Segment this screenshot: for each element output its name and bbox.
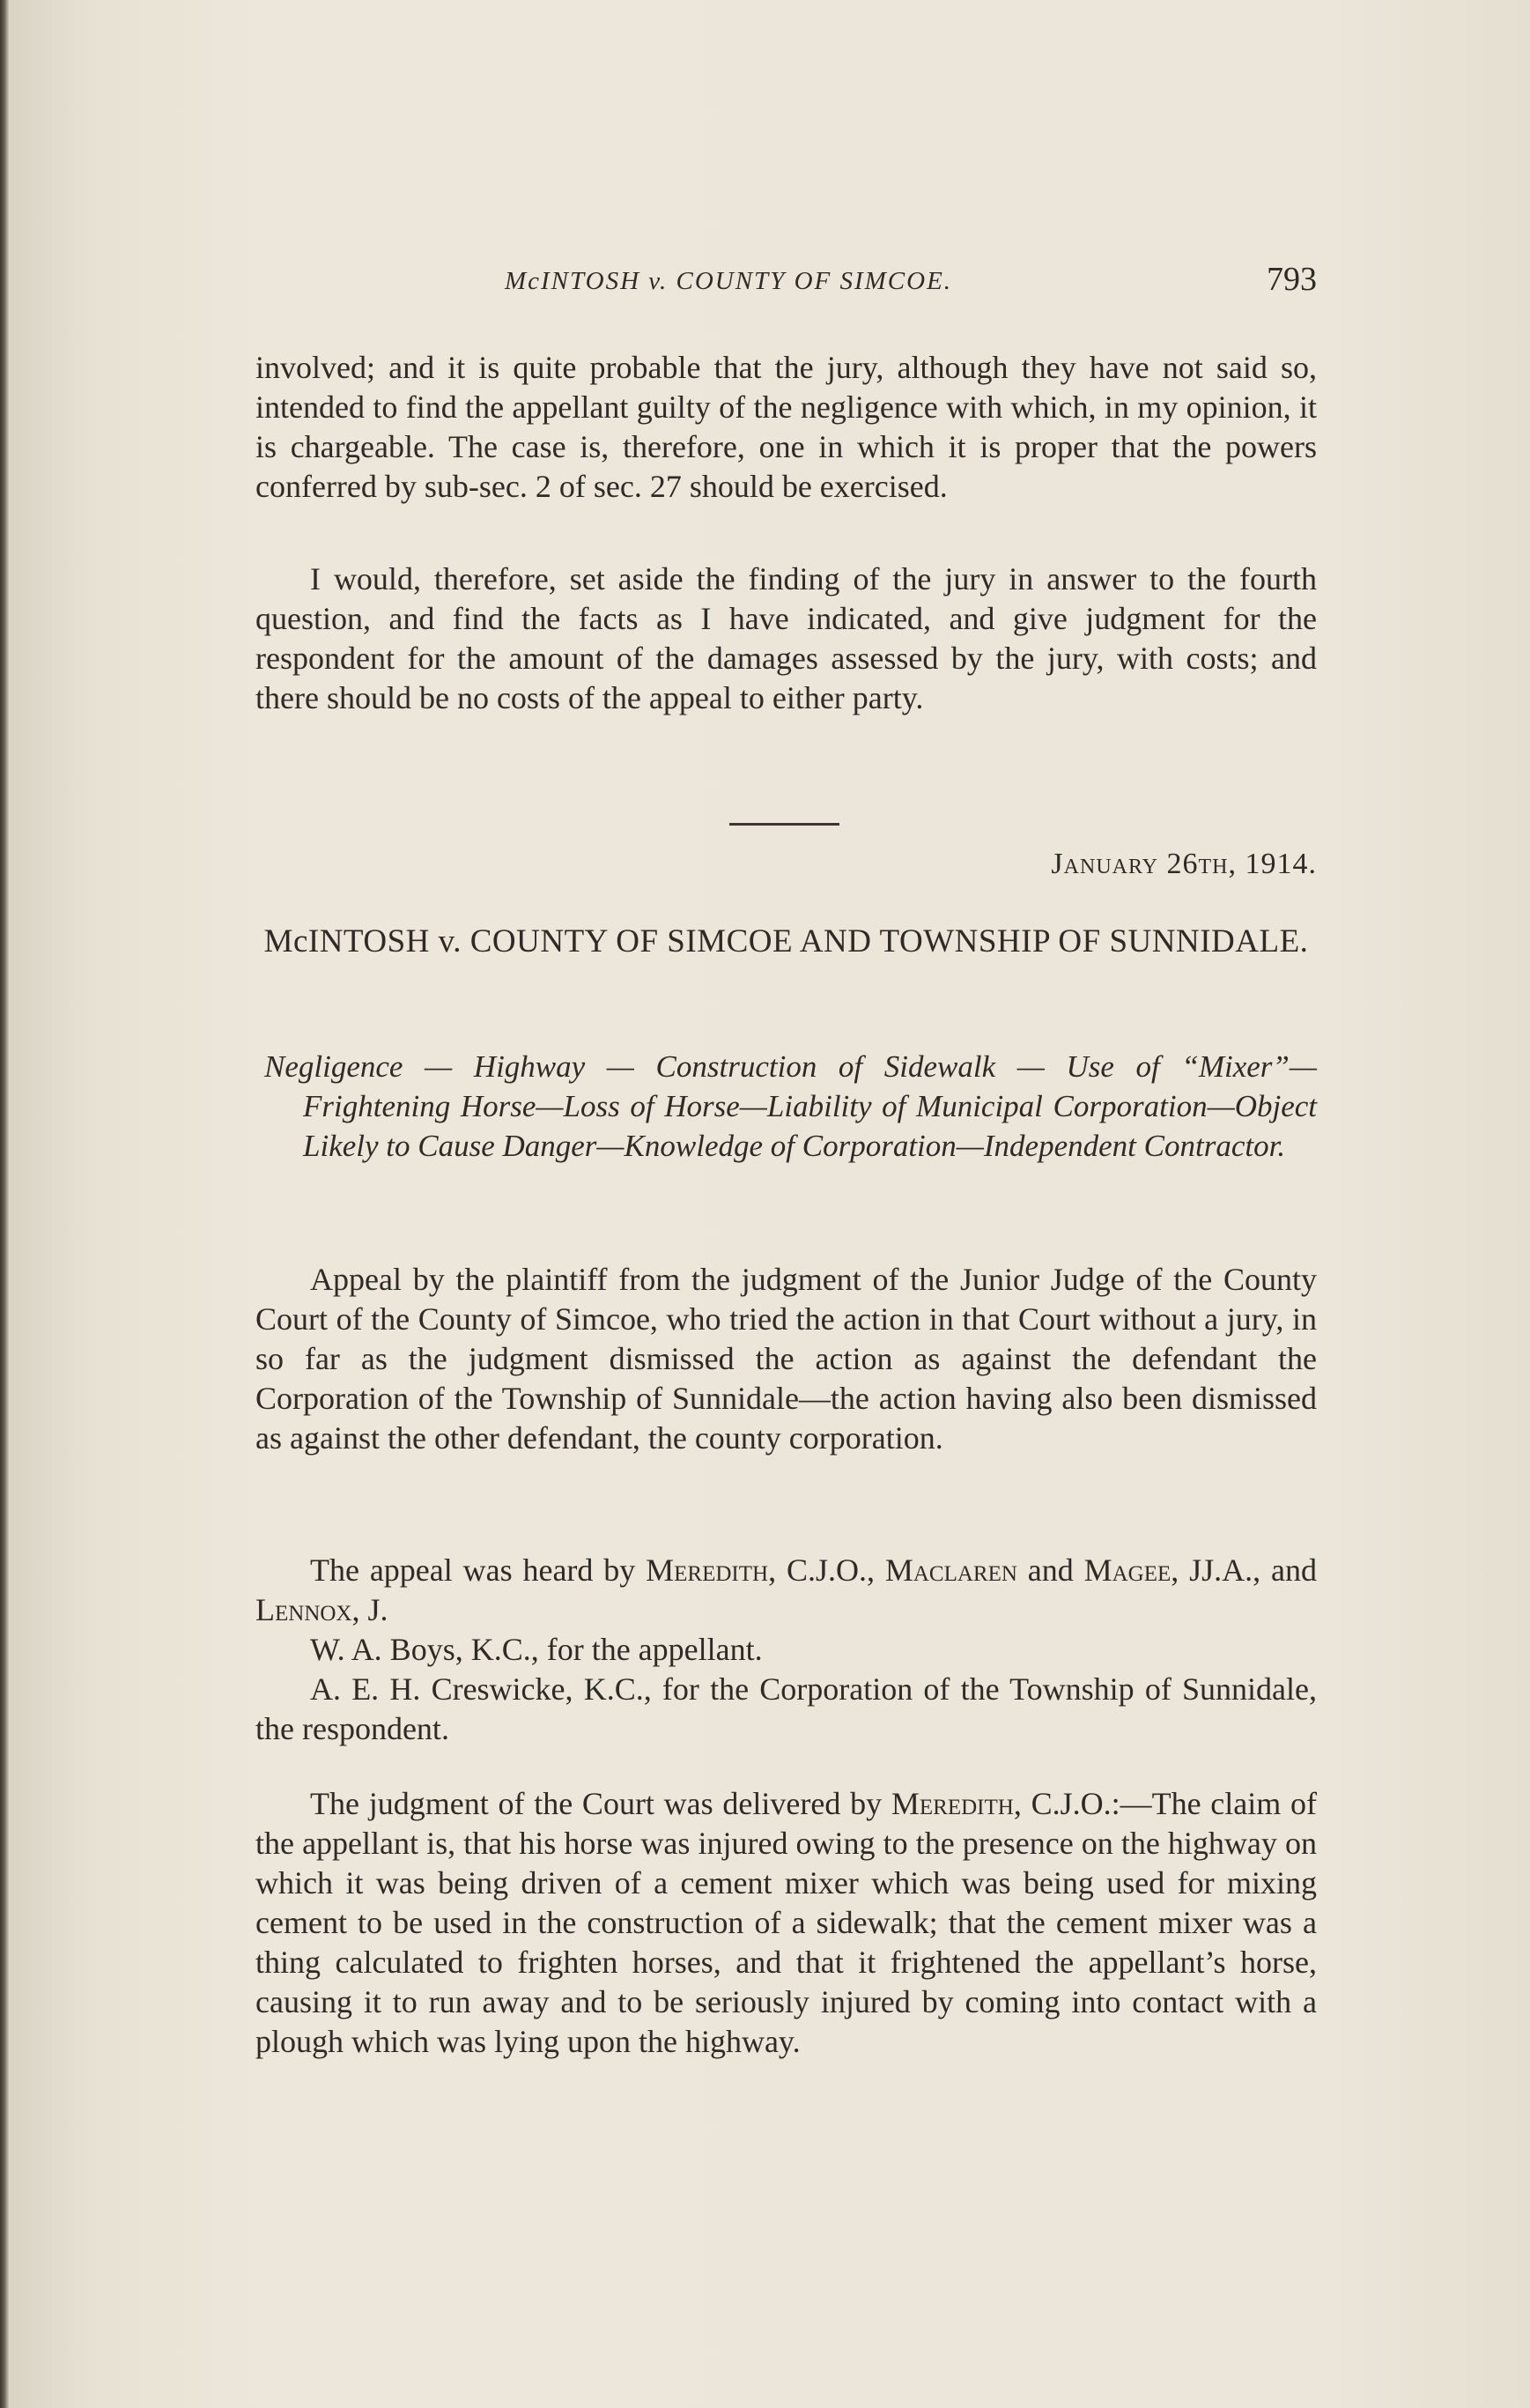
counsel-appellant: W. A. Boys, K.C., for the appellant.: [310, 1632, 763, 1667]
judgment-judge: Meredith: [891, 1786, 1014, 1821]
hearing-block: [255, 1551, 1317, 1749]
judgment-text: , C.J.O.:—The claim of the appellant is, that his horse was injured owing to the presence on the highway on which it was being driven of a cement mixer which was being used for mixing cement to be used in the construction of a sidewalk; that the cement mixer was a thing calculated to frighten horses, and that it frightened the appellant’s horse, causing it to run away and to be seriously injured by coming into contact with a plough which was lying upon the highway.: [255, 1786, 1318, 2059]
hearing-mid-3: , JJ.A., and: [1171, 1552, 1317, 1588]
case-title: McINTOSH v. COUNTY OF SIMCOE AND TOWNSHIP OF SUNNIDALE.: [263, 923, 1309, 959]
paragraph-1-block: [255, 348, 1317, 507]
page-number: 793: [1267, 261, 1317, 298]
headnote-text: Negligence — Highway — Construction of Sidewalk — Use of “Mixer”—Frightening Horse—Loss of Horse—Liability of Municipal Corporation—Object Likely to Cause Danger—Knowledge of Corporation—Independent Contractor.: [264, 1049, 1317, 1163]
paragraph-3: Appeal by the plaintiff from the judgment of the Junior Judge of the County Court of the County of Simcoe, who tried the action in that Court without a jury, in so far as the judgment dismissed the action as against the defendant the Corporation of the Township of Sunnidale—the action having also been dismissed as against the other defendant, the county corporation.: [255, 1262, 1317, 1456]
judge-meredith: Meredith: [646, 1552, 769, 1588]
paragraph-2-block: [255, 559, 1317, 718]
hearing-mid-2: and: [1027, 1552, 1074, 1588]
counsel-respondent: A. E. H. Creswicke, K.C., for the Corporation of the Township of Sunnidale, the respondent.: [255, 1671, 1317, 1746]
hearing-intro: The appeal was heard by: [310, 1552, 636, 1588]
paragraph-2: I would, therefore, set aside the finding of the jury in answer to the fourth question, and find the facts as I have indicated, and give judgment for the respondent for the amount of the damages assessed by the jury, with costs; and there should be no costs of the appeal to either party.: [255, 561, 1317, 715]
hearing-end: , J.: [351, 1592, 388, 1627]
paragraph-1: involved; and it is quite probable that the jury, although they have not said so, intended to find the appellant guilty of the negligence with which, in my opinion, it is chargeable. The case is, therefore, one in which it is proper that the powers conferred by sub-sec. 2 of sec. 27 should be exercised.: [255, 350, 1317, 504]
section-divider: [729, 823, 839, 826]
judge-magee: Magee: [1083, 1552, 1172, 1588]
judgment-block: [255, 1784, 1317, 2062]
running-title: McINTOSH v. COUNTY OF SIMCOE.: [505, 267, 953, 295]
running-head: [255, 260, 1317, 313]
hearing-paragraph: [255, 1551, 1317, 1630]
headnote: [264, 1047, 1317, 1166]
page-spine-edge: [0, 0, 9, 2408]
paragraph-3-block: [255, 1260, 1317, 1458]
judgment-paragraph: [255, 1784, 1317, 2062]
hearing-mid-1: , C.J.O.,: [768, 1552, 875, 1588]
judgment-intro: The judgment of the Court was delivered by: [310, 1786, 883, 1821]
judge-lennox: Lennox: [255, 1592, 352, 1627]
decision-date: January 26th, 1914.: [1051, 848, 1317, 880]
judge-maclaren: Maclaren: [884, 1552, 1017, 1588]
